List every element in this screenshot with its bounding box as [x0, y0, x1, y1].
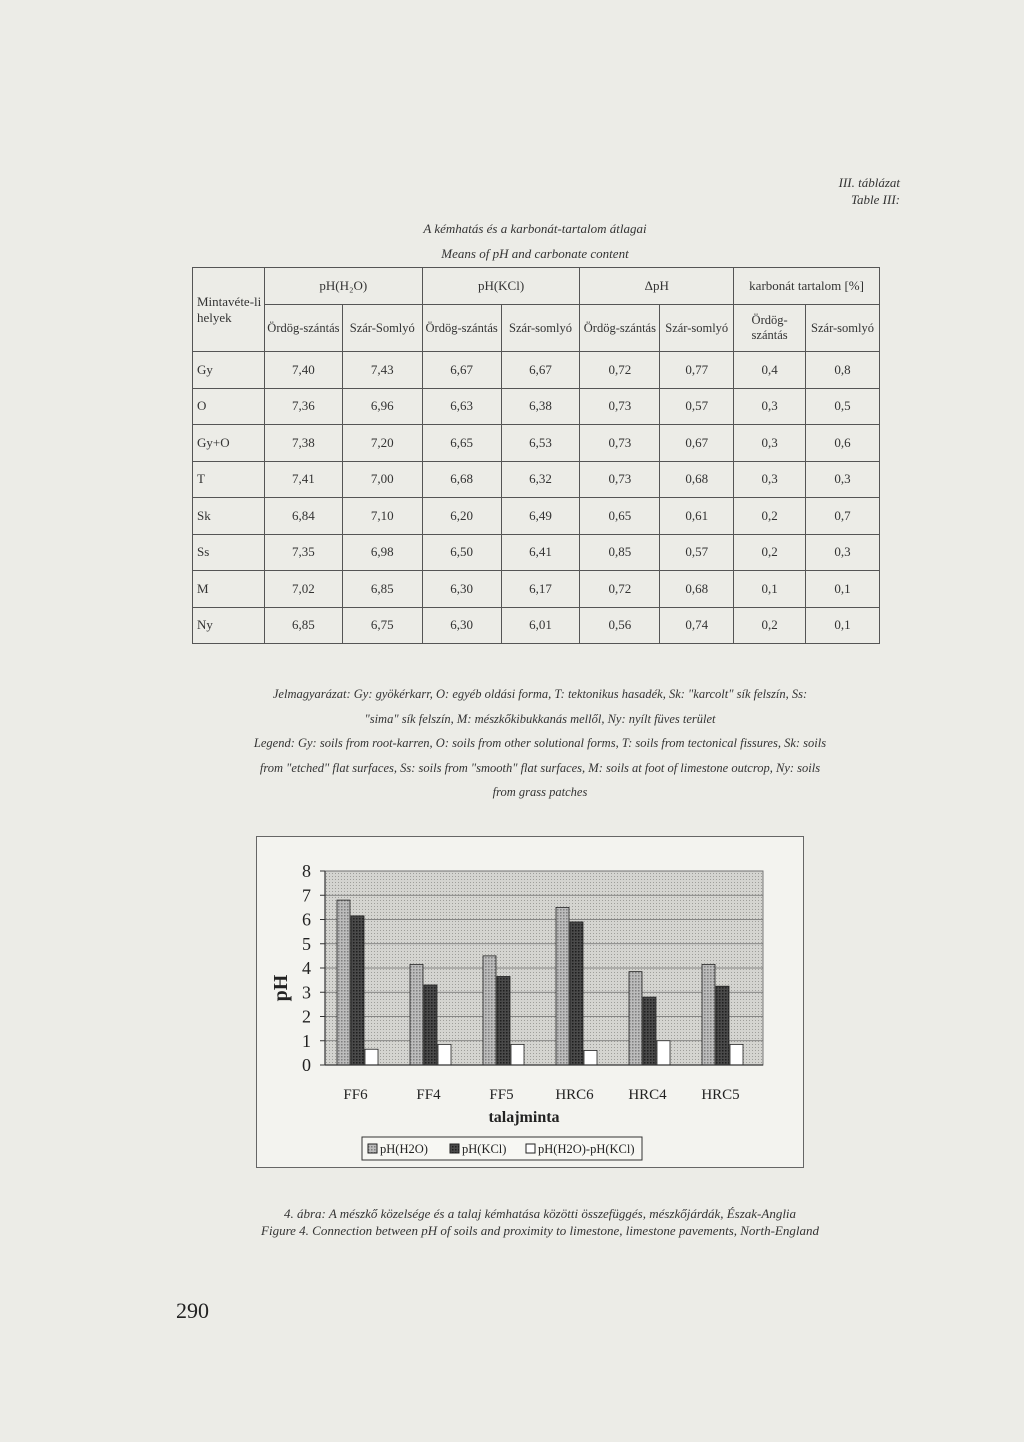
x-tick-label: FF6: [343, 1087, 368, 1103]
legend-swatch: [526, 1144, 535, 1153]
row-site-label: Sk: [193, 498, 265, 535]
bar-ph-h2o: [483, 956, 496, 1065]
table-cell: 0,1: [734, 571, 806, 608]
table-label-hu: III. táblázat: [838, 175, 900, 190]
table-cell: 0,73: [580, 461, 660, 498]
table-cell: 6,68: [422, 461, 501, 498]
y-tick-label: 5: [302, 933, 311, 954]
table-row: [193, 607, 880, 644]
table-header-subcols: [193, 305, 880, 352]
x-tick-label: HRC5: [701, 1087, 740, 1103]
bar-ph-diff: [730, 1044, 743, 1065]
y-tick-label: 0: [302, 1055, 311, 1075]
legend-en-line: from "etched" flat surfaces, Ss: soils from "smooth" flat surfaces, M: soils at foot of limestone outcrop, Ny: soils: [259, 760, 821, 775]
table-row: [193, 461, 880, 498]
row-site-label: Gy: [193, 352, 265, 389]
table-cell: 0,67: [660, 425, 734, 462]
subcol-header: Szár-somlyó: [660, 305, 734, 352]
table-cell: 7,41: [264, 461, 342, 498]
table-cell: 7,40: [264, 352, 342, 389]
table-cell: 0,8: [806, 352, 880, 389]
y-tick-label: 3: [302, 982, 311, 1003]
table-row: [193, 425, 880, 462]
table-cell: 0,57: [660, 534, 734, 571]
table-cell: 6,49: [501, 498, 580, 535]
subcol-header: Szár-somlyó: [806, 305, 880, 352]
table-cell: 6,53: [501, 425, 580, 462]
table-cell: 0,3: [734, 425, 806, 462]
table-cell: 0,56: [580, 607, 660, 644]
table-cell: 0,72: [580, 571, 660, 608]
row-site-label: T: [193, 461, 265, 498]
table-cell: 0,7: [806, 498, 880, 535]
table-cell: 0,3: [806, 461, 880, 498]
table-cell: 0,4: [734, 352, 806, 389]
table-row: [193, 534, 880, 571]
table-cell: 6,38: [501, 388, 580, 425]
table-cell: 7,36: [264, 388, 342, 425]
legend-label: pH(KCl): [462, 1142, 507, 1156]
bar-ph-diff: [511, 1044, 524, 1065]
table-cell: 6,17: [501, 571, 580, 608]
bar-ph-diff: [657, 1041, 670, 1065]
row-site-label: Ny: [193, 607, 265, 644]
legend-label: pH(H2O): [380, 1142, 428, 1156]
table-cell: 6,01: [501, 607, 580, 644]
y-tick-label: 8: [302, 861, 311, 881]
y-tick-label: 7: [302, 885, 311, 906]
bar-ph-diff: [365, 1049, 378, 1065]
figure-caption: [200, 1205, 880, 1239]
bar-ph-h2o: [556, 907, 569, 1065]
y-axis-title: pH: [270, 974, 292, 1002]
x-tick-label: FF4: [416, 1087, 441, 1103]
bar-ph-h2o: [410, 964, 423, 1065]
bar-ph-kcl: [351, 916, 364, 1065]
table-cell: 0,57: [660, 388, 734, 425]
subcol-header: Ördög-szántás: [422, 305, 501, 352]
bar-chart: [257, 837, 803, 1167]
table-cell: 0,2: [734, 607, 806, 644]
figure-caption-en: Figure 4. Connection between pH of soils and proximity to limestone, limestone pavements, North-England: [261, 1223, 819, 1238]
table-cell: 0,65: [580, 498, 660, 535]
table-cell: 6,30: [422, 607, 501, 644]
table-header-groups: [193, 268, 880, 305]
x-axis-title: talajminta: [488, 1109, 560, 1126]
bar-ph-h2o: [629, 972, 642, 1065]
table-cell: 6,84: [264, 498, 342, 535]
table-row: [193, 498, 880, 535]
table-cell: 6,41: [501, 534, 580, 571]
table-label-en: Table III:: [851, 192, 900, 207]
group-header: pH(KCl): [422, 268, 580, 305]
table-legend: [200, 682, 880, 805]
table-cell: 0,6: [806, 425, 880, 462]
table-cell: 6,63: [422, 388, 501, 425]
subcol-header: Szár-Somlyó: [342, 305, 422, 352]
legend-hu-line: Jelmagyarázat: Gy: gyökérkarr, O: egyéb oldási forma, T: tektonikus hasadék, Sk: "karcolt" sík felszín, Ss:: [272, 687, 808, 701]
table-cell: 0,2: [734, 534, 806, 571]
table-cell: 0,72: [580, 352, 660, 389]
bar-ph-h2o: [337, 900, 350, 1065]
figure-frame: [256, 836, 804, 1168]
row-site-label: M: [193, 571, 265, 608]
data-table: [192, 267, 880, 644]
table-cell: 6,32: [501, 461, 580, 498]
legend-label: pH(H2O)-pH(KCl): [538, 1142, 635, 1156]
table-cell: 6,98: [342, 534, 422, 571]
x-tick-label: FF5: [489, 1087, 514, 1103]
table-cell: 7,10: [342, 498, 422, 535]
table-cell: 7,20: [342, 425, 422, 462]
table-cell: 6,30: [422, 571, 501, 608]
table-cell: 0,1: [806, 607, 880, 644]
bar-ph-kcl: [497, 976, 510, 1065]
bar-ph-diff: [584, 1050, 597, 1065]
row-site-label: Gy+O: [193, 425, 265, 462]
bar-ph-kcl: [643, 997, 656, 1065]
legend-hu-line: "sima" sík felszín, M: mészkőkibukkanás mellől, Ny: nyílt füves terület: [364, 711, 716, 726]
table-row: [193, 571, 880, 608]
table-cell: 0,2: [734, 498, 806, 535]
table-cell: 6,75: [342, 607, 422, 644]
row-site-label: Ss: [193, 534, 265, 571]
bar-ph-diff: [438, 1044, 451, 1065]
table-cell: 7,35: [264, 534, 342, 571]
row-site-label: O: [193, 388, 265, 425]
legend-en-line: Legend: Gy: soils from root-karren, O: soils from other solutional forms, T: soils from tectonical fissures, Sk: soils: [253, 736, 827, 750]
table-cell: 0,68: [660, 571, 734, 608]
table-cell: 0,1: [806, 571, 880, 608]
legend-swatch: [450, 1144, 459, 1153]
y-tick-label: 1: [302, 1030, 311, 1051]
y-tick-label: 2: [302, 1006, 311, 1027]
table-cell: 0,68: [660, 461, 734, 498]
table-cell: 0,3: [734, 461, 806, 498]
y-tick-label: 6: [302, 909, 311, 930]
table-cell: 0,3: [806, 534, 880, 571]
table-title-hu: A kémhatás és a karbonát-tartalom átlagai: [423, 221, 647, 236]
subcol-header: Ördög-szántás: [264, 305, 342, 352]
group-header: ΔpH: [580, 268, 734, 305]
table-cell: 6,85: [342, 571, 422, 608]
table-cell: 6,67: [422, 352, 501, 389]
table-cell: 0,73: [580, 425, 660, 462]
table-cell: 7,43: [342, 352, 422, 389]
table-row: [193, 388, 880, 425]
table-row: [193, 352, 880, 389]
figure-caption-hu: 4. ábra: A mészkő közelsége és a talaj kémhatása közötti összefüggés, mészkőjárdák, Észak-Anglia: [283, 1206, 797, 1221]
table-cell: 0,85: [580, 534, 660, 571]
x-tick-label: HRC4: [628, 1087, 667, 1103]
subcol-header: Ördög-szántás: [734, 305, 806, 352]
table-cell: 0,74: [660, 607, 734, 644]
table-corner-header: Mintavéte-li helyek: [193, 268, 265, 352]
table-cell: 0,3: [734, 388, 806, 425]
table-cell: 6,65: [422, 425, 501, 462]
table-title-en: Means of pH and carbonate content: [441, 246, 629, 261]
table-cell: 6,85: [264, 607, 342, 644]
bar-ph-kcl: [424, 985, 437, 1065]
subcol-header: Szár-somlyó: [501, 305, 580, 352]
bar-ph-kcl: [716, 986, 729, 1065]
legend-en-line: from grass patches: [492, 785, 588, 799]
x-tick-label: HRC6: [555, 1087, 594, 1103]
page-number: 290: [176, 1298, 209, 1323]
table-cell: 0,61: [660, 498, 734, 535]
group-header: pH(H₂O): [264, 268, 422, 305]
table-cell: 6,20: [422, 498, 501, 535]
group-header: karbonát tartalom [%]: [734, 268, 880, 305]
y-tick-label: 4: [302, 958, 311, 978]
bar-ph-kcl: [570, 922, 583, 1065]
bar-ph-h2o: [702, 964, 715, 1065]
table-cell: 7,00: [342, 461, 422, 498]
table-cell: 7,38: [264, 425, 342, 462]
table-cell: 6,50: [422, 534, 501, 571]
table-cell: 0,77: [660, 352, 734, 389]
subcol-header: Ördög-szántás: [580, 305, 660, 352]
table-cell: 0,5: [806, 388, 880, 425]
table-cell: 7,02: [264, 571, 342, 608]
table-label: [770, 174, 900, 208]
table-cell: 6,67: [501, 352, 580, 389]
table-cell: 0,73: [580, 388, 660, 425]
table-title: [330, 216, 740, 266]
legend-swatch: [368, 1144, 377, 1153]
table-cell: 6,96: [342, 388, 422, 425]
